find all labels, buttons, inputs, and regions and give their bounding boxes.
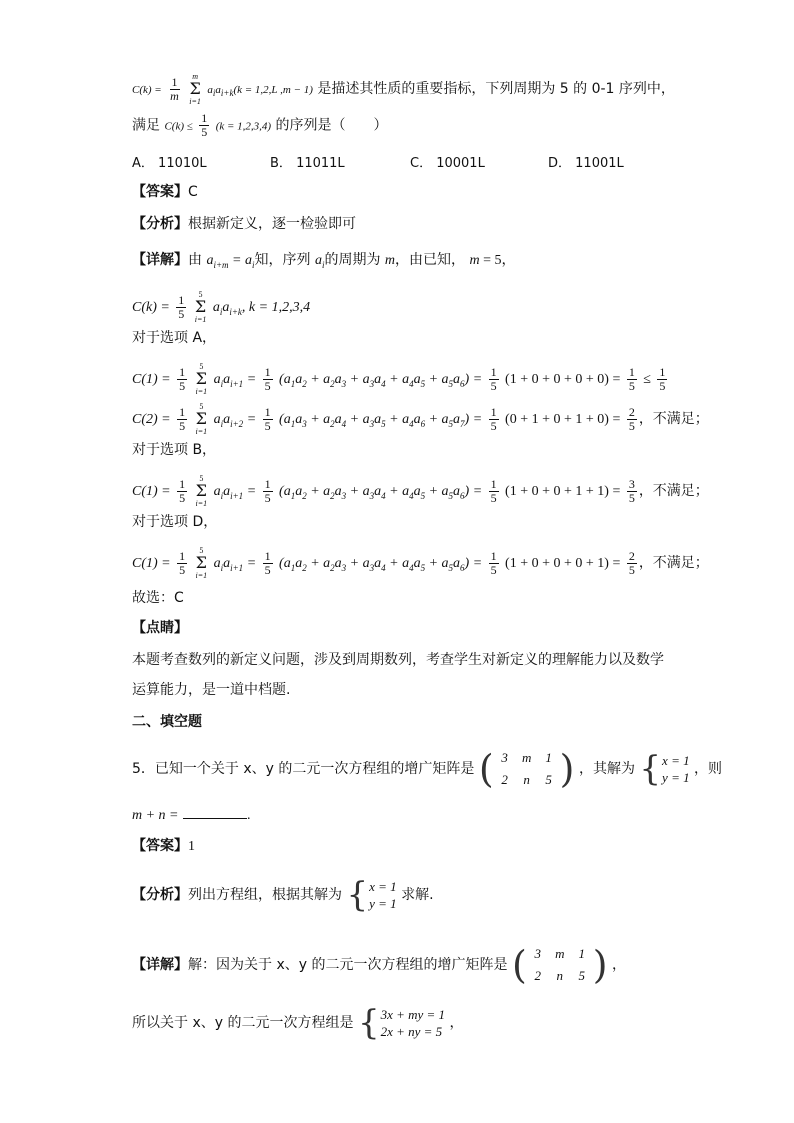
option-b-heading: 对于选项 B， [132, 442, 217, 458]
answer-blank[interactable] [183, 804, 247, 819]
conclusion-line: 故选：C [132, 590, 184, 606]
option-a[interactable]: A． 11010L [132, 156, 207, 171]
formula-ck: C(k) = $\frac{1}{5}$ 5 Σ i=1 $a_ia_{i+k}$, k = 1,2,3,4 [132, 290, 311, 324]
q5-stem: 5．已知一个关于 x、y 的二元一次方程组的增广矩阵是 ( 3 m 1 2 n 5 ) ，其解为 { x = 1 y = 1 ，则 [132, 747, 723, 791]
comment-line-2: 运算能力，是一道中档题. [132, 682, 291, 698]
detail-line: 【详解】由 $a_{i+m} = a_i$知，序列 $a_i$的周期为 m，由已知， m = 5， [132, 252, 516, 270]
q5-answer-line: 【答案】1 [132, 838, 195, 854]
analysis-line: 【分析】根据新定义，逐一检验即可 [132, 216, 356, 232]
equation-system: { 3x + my = 1 2x + ny = 5 [357, 1003, 446, 1043]
option-a-c2: C(2) = $\frac{1}{5}$ 5 Σ i=1 $a_ia_{i+2}$ = $\frac{1}{5}$ $(a_1a_3 + a_2a_4 + a_3a_5 + a_4a_6 + a_5a_7)$ = $\frac{1}{5}$ (0 + 1 + 0 + 1 + 0) = $\frac{2}{5}$ ，不满足； [132, 402, 709, 436]
condition-line: 满足 C(k) ≤ $\frac{1}{5}$ (k = 1,2,3,4) 的序列是（ ） [132, 111, 388, 139]
comment-heading: 【点睛】 [132, 620, 188, 636]
answer-line: 【答案】C [132, 184, 198, 200]
option-b-c1: C(1) = $\frac{1}{5}$ 5 Σ i=1 $a_ia_{i+1}$ = $\frac{1}{5}$ $(a_1a_2 + a_2a_3 + a_3a_4 + a_4a_5 + a_5a_6)$ = $\frac{1}{5}$ (1 + 0 + 0 + 1 + 1) = $\frac{3}{5}$ ，不满足； [132, 474, 709, 508]
q5-system-line: 所以关于 x、y 的二元一次方程组是 { 3x + my = 1 2x + ny = 5 ， [132, 1003, 464, 1043]
option-d-c1: C(1) = $\frac{1}{5}$ 5 Σ i=1 $a_ia_{i+1}$ = $\frac{1}{5}$ $(a_1a_2 + a_2a_3 + a_3a_4 + a_4a_5 + a_5a_6)$ = $\frac{1}{5}$ (1 + 0 + 0 + 0 + 1) = $\frac{2}{5}$ ，不满足； [132, 546, 709, 580]
option-a-c1: C(1) = $\frac{1}{5}$ 5 Σ i=1 $a_ia_{i+1}$ = $\frac{1}{5}$ $(a_1a_2 + a_2a_3 + a_3a_4 + a_4a_5 + a_5a_6)$ = $\frac{1}{5}$ (1 + 0 + 0 + 0 + 0) = $\frac{1}{5}$ ≤ $\frac{1}{5}$ [132, 362, 666, 396]
option-c[interactable]: C． 10001L [410, 156, 485, 171]
q5-blank-line: m + n = . [132, 804, 250, 826]
definition-line: C(k) = $\frac{1}{m}$ m Σ i=1 $a_ia_{i+k}(k = 1,2,L$ ,m − 1) 是描述其性质的重要指标，下列周期为 5 的 0-1 序列中， [132, 72, 675, 106]
option-b[interactable]: B． 11011L [270, 156, 345, 171]
option-a-heading: 对于选项 A， [132, 330, 217, 346]
option-d-heading: 对于选项 D， [132, 514, 218, 530]
answer-value: C [188, 184, 198, 200]
comment-line-1: 本题考查数列的新定义问题，涉及到周期数列，考查学生对新定义的理解能力以及数学 [132, 652, 664, 668]
solution-system: { x = 1 y = 1 [639, 749, 690, 789]
q5-detail-line: 【详解】解：因为关于 x、y 的二元一次方程组的增广矩阵是 ( 3 m 1 2 n 5 ) ， [132, 943, 627, 987]
option-d[interactable]: D． 11001L [548, 156, 624, 171]
augmented-matrix: ( 3 m 1 2 n 5 ) [478, 747, 575, 791]
definition-tail: 是描述其性质的重要指标，下列周期为 5 的 0-1 序列中， [317, 81, 675, 97]
q5-analysis-line: 【分析】列出方程组，根据其解为 { x = 1 y = 1 求解. [132, 875, 434, 915]
section-title: 二、填空题 [132, 714, 202, 730]
